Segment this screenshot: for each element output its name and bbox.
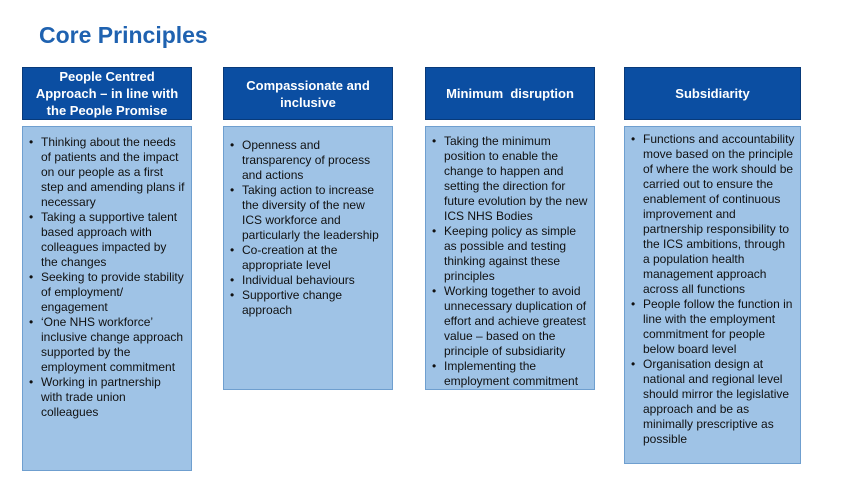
principle-column-people-centred	[22, 67, 192, 419]
bullet-item: • Functions and accountability move based on the principle of where the work should be carried out to ensure the enablement of continuous improvement and partnership responsibility to the ICS ambitions, through a population health management approach across all functions	[631, 132, 795, 297]
bullet-list	[432, 134, 590, 389]
bullet-item: • Keeping policy as simple as possible and testing thinking against these principles	[432, 224, 590, 284]
bullet-item: • Taking action to increase the diversity of the new ICS workforce and particularly the leadership	[230, 183, 386, 243]
bullet-item: • ‘One NHS workforce’ inclusive change approach supported by the employment commitment	[29, 315, 185, 375]
bullet-item: • Individual behaviours	[230, 273, 386, 288]
bullet-item: • Taking a supportive talent based approach with colleagues impacted by the changes	[29, 210, 185, 270]
bullet-item: • Thinking about the needs of patients and the impact on our people as a first step and amending plans if necessary	[29, 135, 185, 210]
bullet-item: • Co-creation at the appropriate level	[230, 243, 386, 273]
bullet-item: • Taking the minimum position to enable the change to happen and setting the direction for future evolution by the new ICS NHS Bodies	[432, 134, 590, 224]
principle-column-subsidiarity	[624, 67, 801, 446]
bullet-item: • Working together to avoid unnecessary duplication of effort and achieve greatest value – based on the principle of subsidiarity	[432, 284, 590, 359]
bullet-item: • People follow the function in line with the employment commitment for people below board level	[631, 297, 795, 357]
principle-body	[624, 126, 801, 464]
bullet-item: • Working in partnership with trade union colleagues	[29, 375, 185, 420]
bullet-item: • Openness and transparency of process and actions	[230, 138, 386, 183]
bullet-item: • Supportive change approach	[230, 288, 386, 318]
bullet-list	[230, 138, 386, 318]
principle-body	[223, 126, 393, 390]
bullet-item: • Organisation design at national and regional level should mirror the legislative approach and be as minimally prescriptive as possible	[631, 357, 795, 447]
bullet-list	[631, 132, 795, 447]
principle-column-minimum-disruption	[425, 67, 595, 388]
principle-heading: Subsidiarity	[624, 67, 801, 120]
principle-body	[22, 126, 192, 471]
principle-column-compassionate	[223, 67, 393, 317]
principle-heading: Compassionate and inclusive	[223, 67, 393, 120]
principle-heading: Minimum disruption	[425, 67, 595, 120]
bullet-item: • Seeking to provide stability of employment/ engagement	[29, 270, 185, 315]
page-title: Core Principles	[39, 22, 208, 48]
bullet-item: • Implementing the employment commitment	[432, 359, 590, 389]
principle-body	[425, 126, 595, 390]
bullet-list	[29, 135, 185, 420]
principle-heading: People Centred Approach – in line with the People Promise	[22, 67, 192, 120]
